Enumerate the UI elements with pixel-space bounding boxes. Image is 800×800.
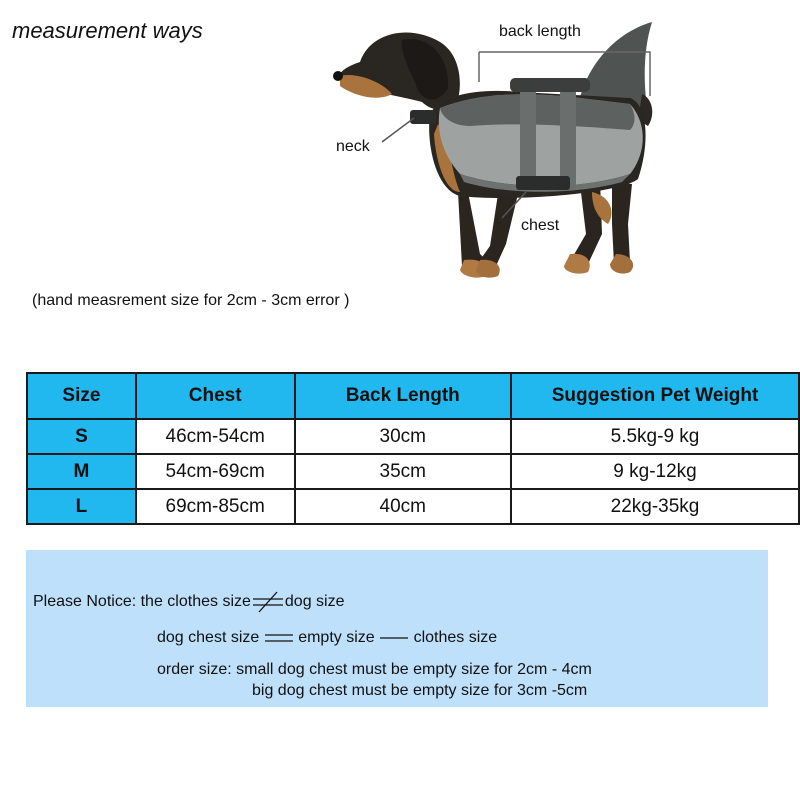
minus-icon bbox=[379, 631, 409, 645]
header-pet-weight: Suggestion Pet Weight bbox=[511, 373, 799, 419]
dog-life-jacket-illustration bbox=[330, 14, 675, 289]
notice-line-4: big dog chest must be empty size for 3cm -5cm bbox=[252, 682, 588, 699]
dog-nose bbox=[333, 71, 343, 81]
size-cell: S bbox=[27, 419, 136, 454]
notice-box bbox=[26, 550, 768, 707]
label-chest: chest bbox=[521, 217, 560, 234]
chest-cell: 46cm-54cm bbox=[136, 419, 295, 454]
notice-dog-size: dog size bbox=[284, 593, 345, 611]
notice-clothes-size: Please Notice: the clothes size bbox=[33, 593, 251, 611]
label-neck: neck bbox=[336, 138, 370, 155]
notice-line-3: order size: small dog chest must be empty size for 2cm - 4cm bbox=[157, 661, 592, 678]
table-row bbox=[27, 454, 799, 489]
vest-strap-2 bbox=[560, 90, 576, 190]
vest-strap-1 bbox=[520, 88, 536, 190]
header-chest: Chest bbox=[136, 373, 295, 419]
notice-empty-size: empty size bbox=[298, 629, 375, 646]
chest-cell: 69cm-85cm bbox=[136, 489, 295, 524]
header-back-length: Back Length bbox=[295, 373, 511, 419]
size-cell: M bbox=[27, 454, 136, 489]
not-equal-icon bbox=[251, 591, 285, 613]
table-row bbox=[27, 489, 799, 524]
size-chart-table bbox=[26, 372, 800, 525]
notice-line-2 bbox=[157, 629, 497, 647]
front-leg-right bbox=[479, 194, 518, 271]
table-header-row bbox=[27, 373, 799, 419]
weight-cell: 22kg-35kg bbox=[511, 489, 799, 524]
weight-cell: 9 kg-12kg bbox=[511, 454, 799, 489]
header-size: Size bbox=[27, 373, 136, 419]
notice-dog-chest-size: dog chest size bbox=[157, 629, 260, 646]
neck-buckle bbox=[410, 110, 436, 124]
equals-icon bbox=[264, 631, 294, 645]
vest-handle bbox=[510, 78, 590, 92]
back-length-cell: 30cm bbox=[295, 419, 511, 454]
label-back-length: back length bbox=[499, 23, 581, 40]
back-length-cell: 35cm bbox=[295, 454, 511, 489]
table-row bbox=[27, 419, 799, 454]
page-heading: measurement ways bbox=[12, 18, 203, 43]
front-leg-left bbox=[458, 192, 484, 269]
weight-cell: 5.5kg-9 kg bbox=[511, 419, 799, 454]
size-cell: L bbox=[27, 489, 136, 524]
notice-clothes-size-2: clothes size bbox=[413, 629, 498, 646]
chest-cell: 54cm-69cm bbox=[136, 454, 295, 489]
belly-buckle bbox=[516, 176, 570, 190]
neck-pointer bbox=[382, 118, 414, 142]
measurement-error-note: (hand measrement size for 2cm - 3cm error ) bbox=[32, 292, 350, 309]
back-length-cell: 40cm bbox=[295, 489, 511, 524]
notice-line-1 bbox=[33, 591, 344, 613]
